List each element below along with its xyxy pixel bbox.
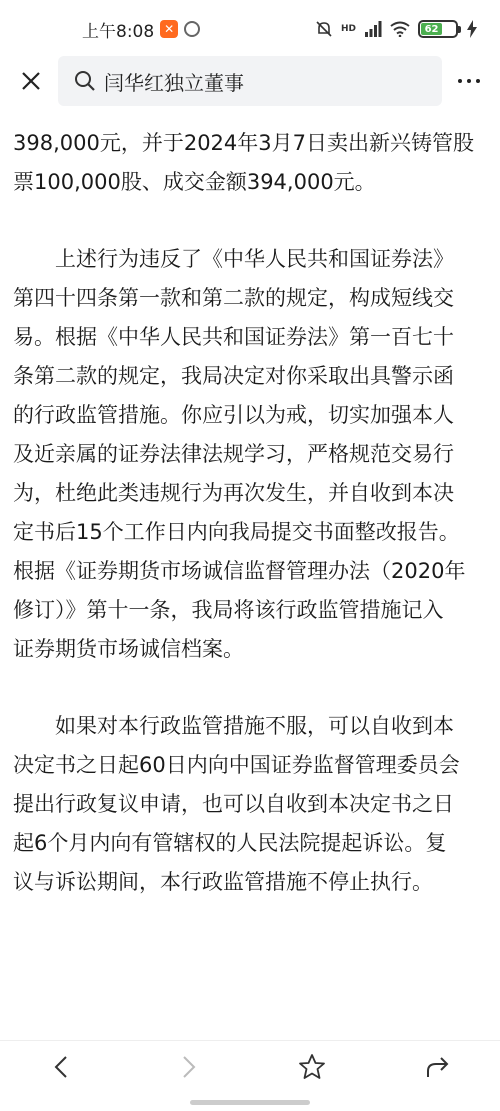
article-paragraph: 如果对本行政监管措施不服，可以自收到本 决定书之日起60日内向中国证券监督管理委员会 提出行政复议申请，也可以自收到本决定书之日 起6个月内向有管辖权的人民法院提起诉讼。复 议与诉讼期间，本行政监管措施不停止执行。 — [13, 714, 460, 894]
more-button[interactable] — [452, 66, 486, 96]
status-time: 上午8:08 — [82, 21, 155, 42]
chevron-right-icon — [177, 1054, 199, 1080]
battery-icon — [418, 20, 458, 38]
battery-fill — [421, 23, 442, 35]
signal-icon — [364, 21, 382, 37]
charging-icon — [466, 20, 478, 38]
paragraph-spacer — [13, 202, 491, 240]
favorite-button[interactable] — [294, 1049, 330, 1085]
star-icon — [298, 1053, 326, 1081]
article-paragraph: 上述行为违反了《中华人民共和国证券法》 第四十四条第一款和第二款的规定，构成短线交 易。根据《中华人民共和国证券法》第一百七十 条第二款的规定，我局决定对你采取出具警示函 的行政监管措施。你应引以为戒，切实加强本人 及近亲属的证券法律法规学习，严格规范交易行 为，杜绝此类违规行为再次发生，并自收到本决 定书后15个工作日内向我局提交书面整改报告。 根据《证券期货市场诚信监督管理办法（2020年 修订）》第十一条，我局将该行政监管措施记入 证券期货市场诚信档案。 — [13, 247, 466, 661]
battery-cap — [458, 26, 461, 33]
home-indicator[interactable] — [190, 1100, 310, 1105]
app-notification-icon: ✕ — [160, 20, 178, 38]
battery-level: 62 — [424, 23, 439, 35]
wifi-icon — [390, 21, 410, 37]
back-button[interactable] — [44, 1049, 80, 1085]
paragraph-spacer — [13, 669, 491, 707]
article-body — [13, 124, 491, 902]
more-icon-dot — [476, 79, 480, 83]
bottom-nav — [0, 1040, 500, 1090]
status-right — [315, 20, 478, 38]
search-box[interactable] — [58, 56, 442, 106]
more-icon-dot — [467, 79, 471, 83]
network-label: HD — [340, 24, 356, 34]
forward-button[interactable] — [170, 1049, 206, 1085]
close-icon — [20, 70, 42, 92]
search-query: 闫华红独立董事 — [104, 70, 244, 95]
article-paragraph: 398,000元，并于2024年3月7日卖出新兴铸管股 票100,000股、成交金额394,000元。 — [13, 131, 475, 194]
search-icon — [74, 70, 96, 92]
chevron-left-icon — [51, 1054, 73, 1080]
status-bar — [0, 0, 500, 58]
top-bar — [0, 56, 500, 108]
close-button[interactable] — [14, 64, 48, 98]
share-icon — [425, 1054, 451, 1080]
status-left — [82, 17, 200, 42]
more-icon — [458, 79, 462, 83]
share-button[interactable] — [420, 1049, 456, 1085]
mute-bell-icon — [315, 20, 333, 38]
alarm-icon — [184, 21, 200, 37]
